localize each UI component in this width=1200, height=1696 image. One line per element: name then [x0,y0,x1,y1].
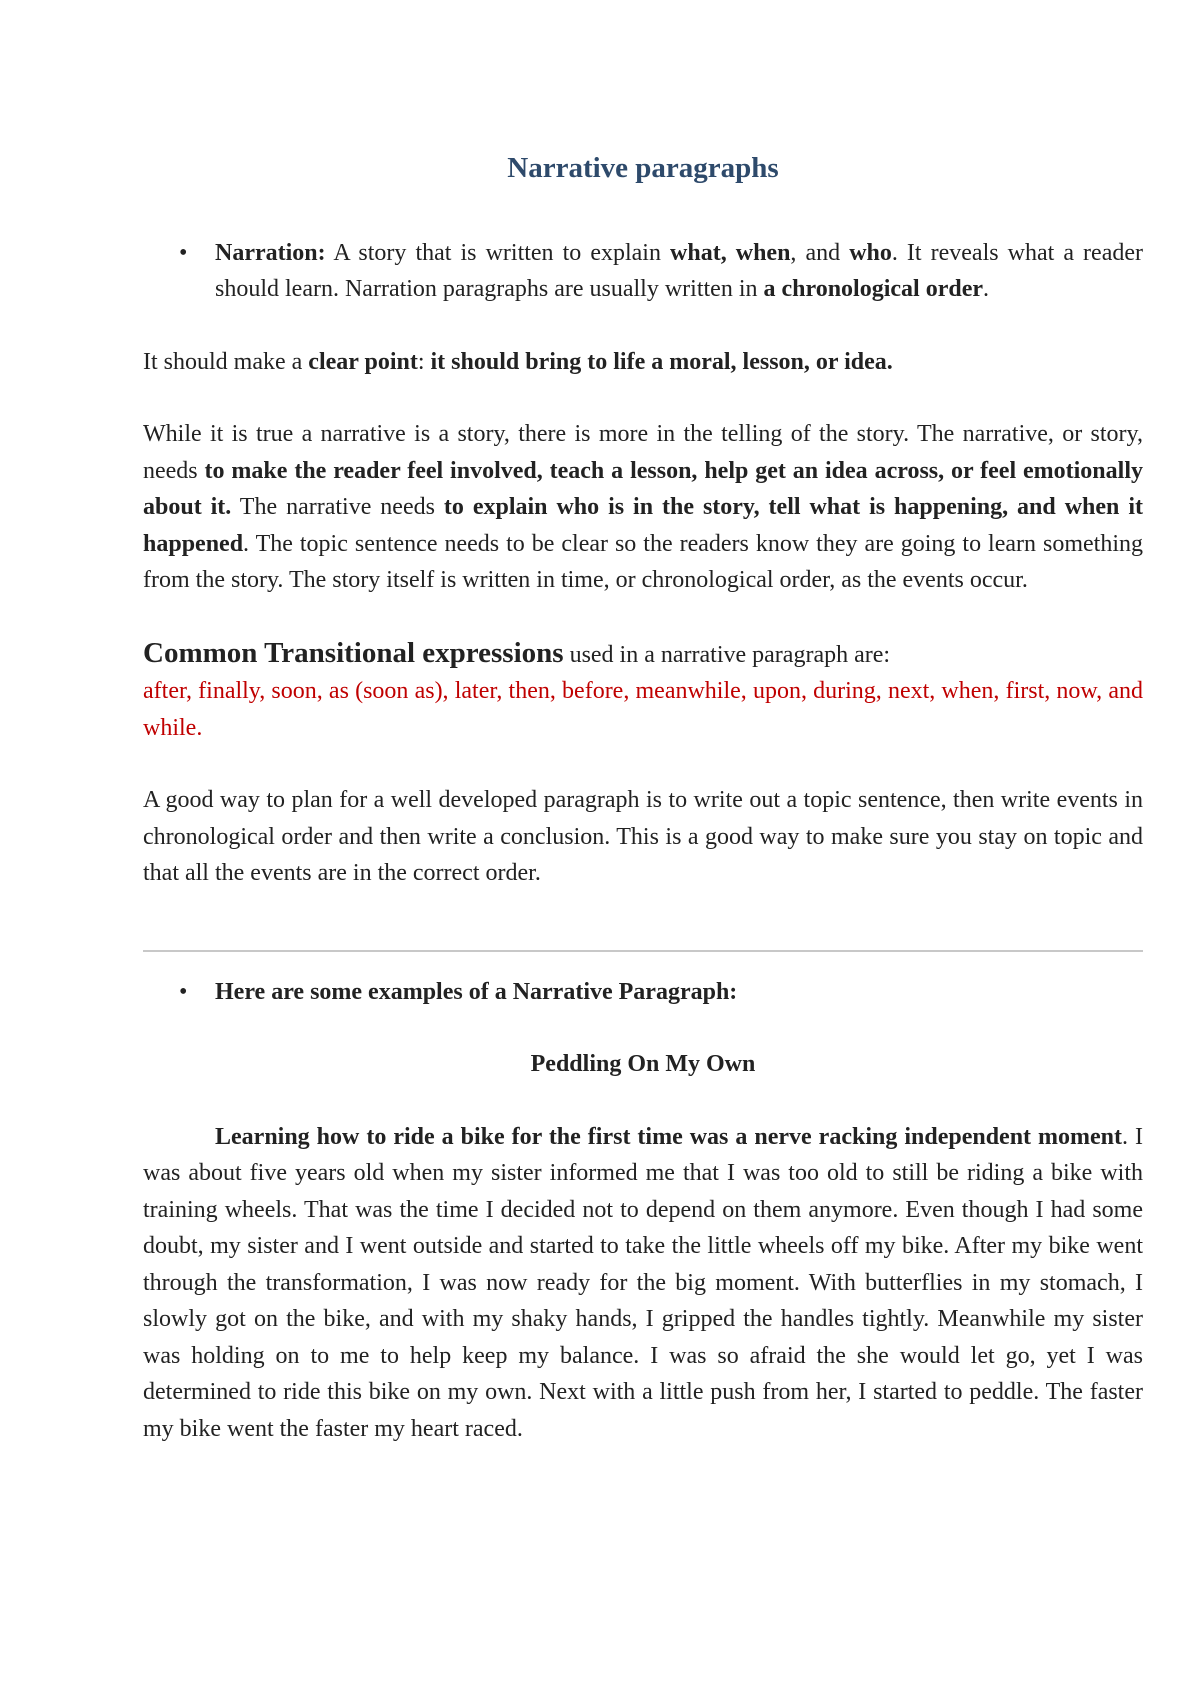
bullet-dot: • [179,239,188,266]
transitions-heading: Common Transitional expressions used in a narrative paragraph are: [143,636,891,669]
page-title: Narrative paragraphs [507,152,779,184]
horizontal-divider [143,950,1143,952]
transitions-list: after, finally, soon, as (soon as), later, then, before, meanwhile, upon, during, next, when, first, now, and while. [143,678,1143,741]
clear-point-paragraph: It should make a clear point: it should bring to life a moral, lesson, or idea. [143,348,893,375]
bullet-examples: • Here are some examples of a Narrative Paragraph: [143,974,1143,1011]
example-title: Peddling On My Own [530,1051,756,1077]
document-content [143,150,1143,1447]
bullet-dot: • [179,978,188,1005]
planning-paragraph: A good way to plan for a well developed paragraph is to write out a topic sentence, then write events in chronological order and then write a conclusion. This is a good way to make sure you stay on topic and that all the events are in the correct order. [143,787,1143,886]
bullet-narration: • Narration: A story that is written to explain what, when, and who. It reveals what a reader should learn. Narration paragraphs are usually written in a chronological order. [143,235,1143,308]
example-paragraph: Learning how to ride a bike for the first time was a nerve racking independent moment. I was about five years old when my sister informed me that I was too old to still be riding a bike with training wheels. That was the time I decided not to depend on them anymore. Even though I had some doubt, my sister and I went outside and started to take the little wheels off my bike. After my bike went through the transformation, I was now ready for the big moment. With butterflies in my stomach, I slowly got on the bike, and with my shaky hands, I gripped the handles tightly. Meanwhile my sister was holding on to me to help keep my balance. I was so afraid the she would let go, yet I was determined to ride this bike on my own. Next with a little push from her, I started to peddle. The faster my bike went the faster my heart raced. [143,1123,1143,1442]
narrative-explanation-paragraph: While it is true a narrative is a story, there is more in the telling of the story. The narrative, or story, needs to make the reader feel involved, teach a lesson, help get an idea across, or feel emotionally about it. The narrative needs to explain who is in the story, tell what is happening, and when it happened. The topic sentence needs to be clear so the readers know they are going to learn something from the story. The story itself is written in time, or chronological order, as the events occur. [143,421,1143,593]
